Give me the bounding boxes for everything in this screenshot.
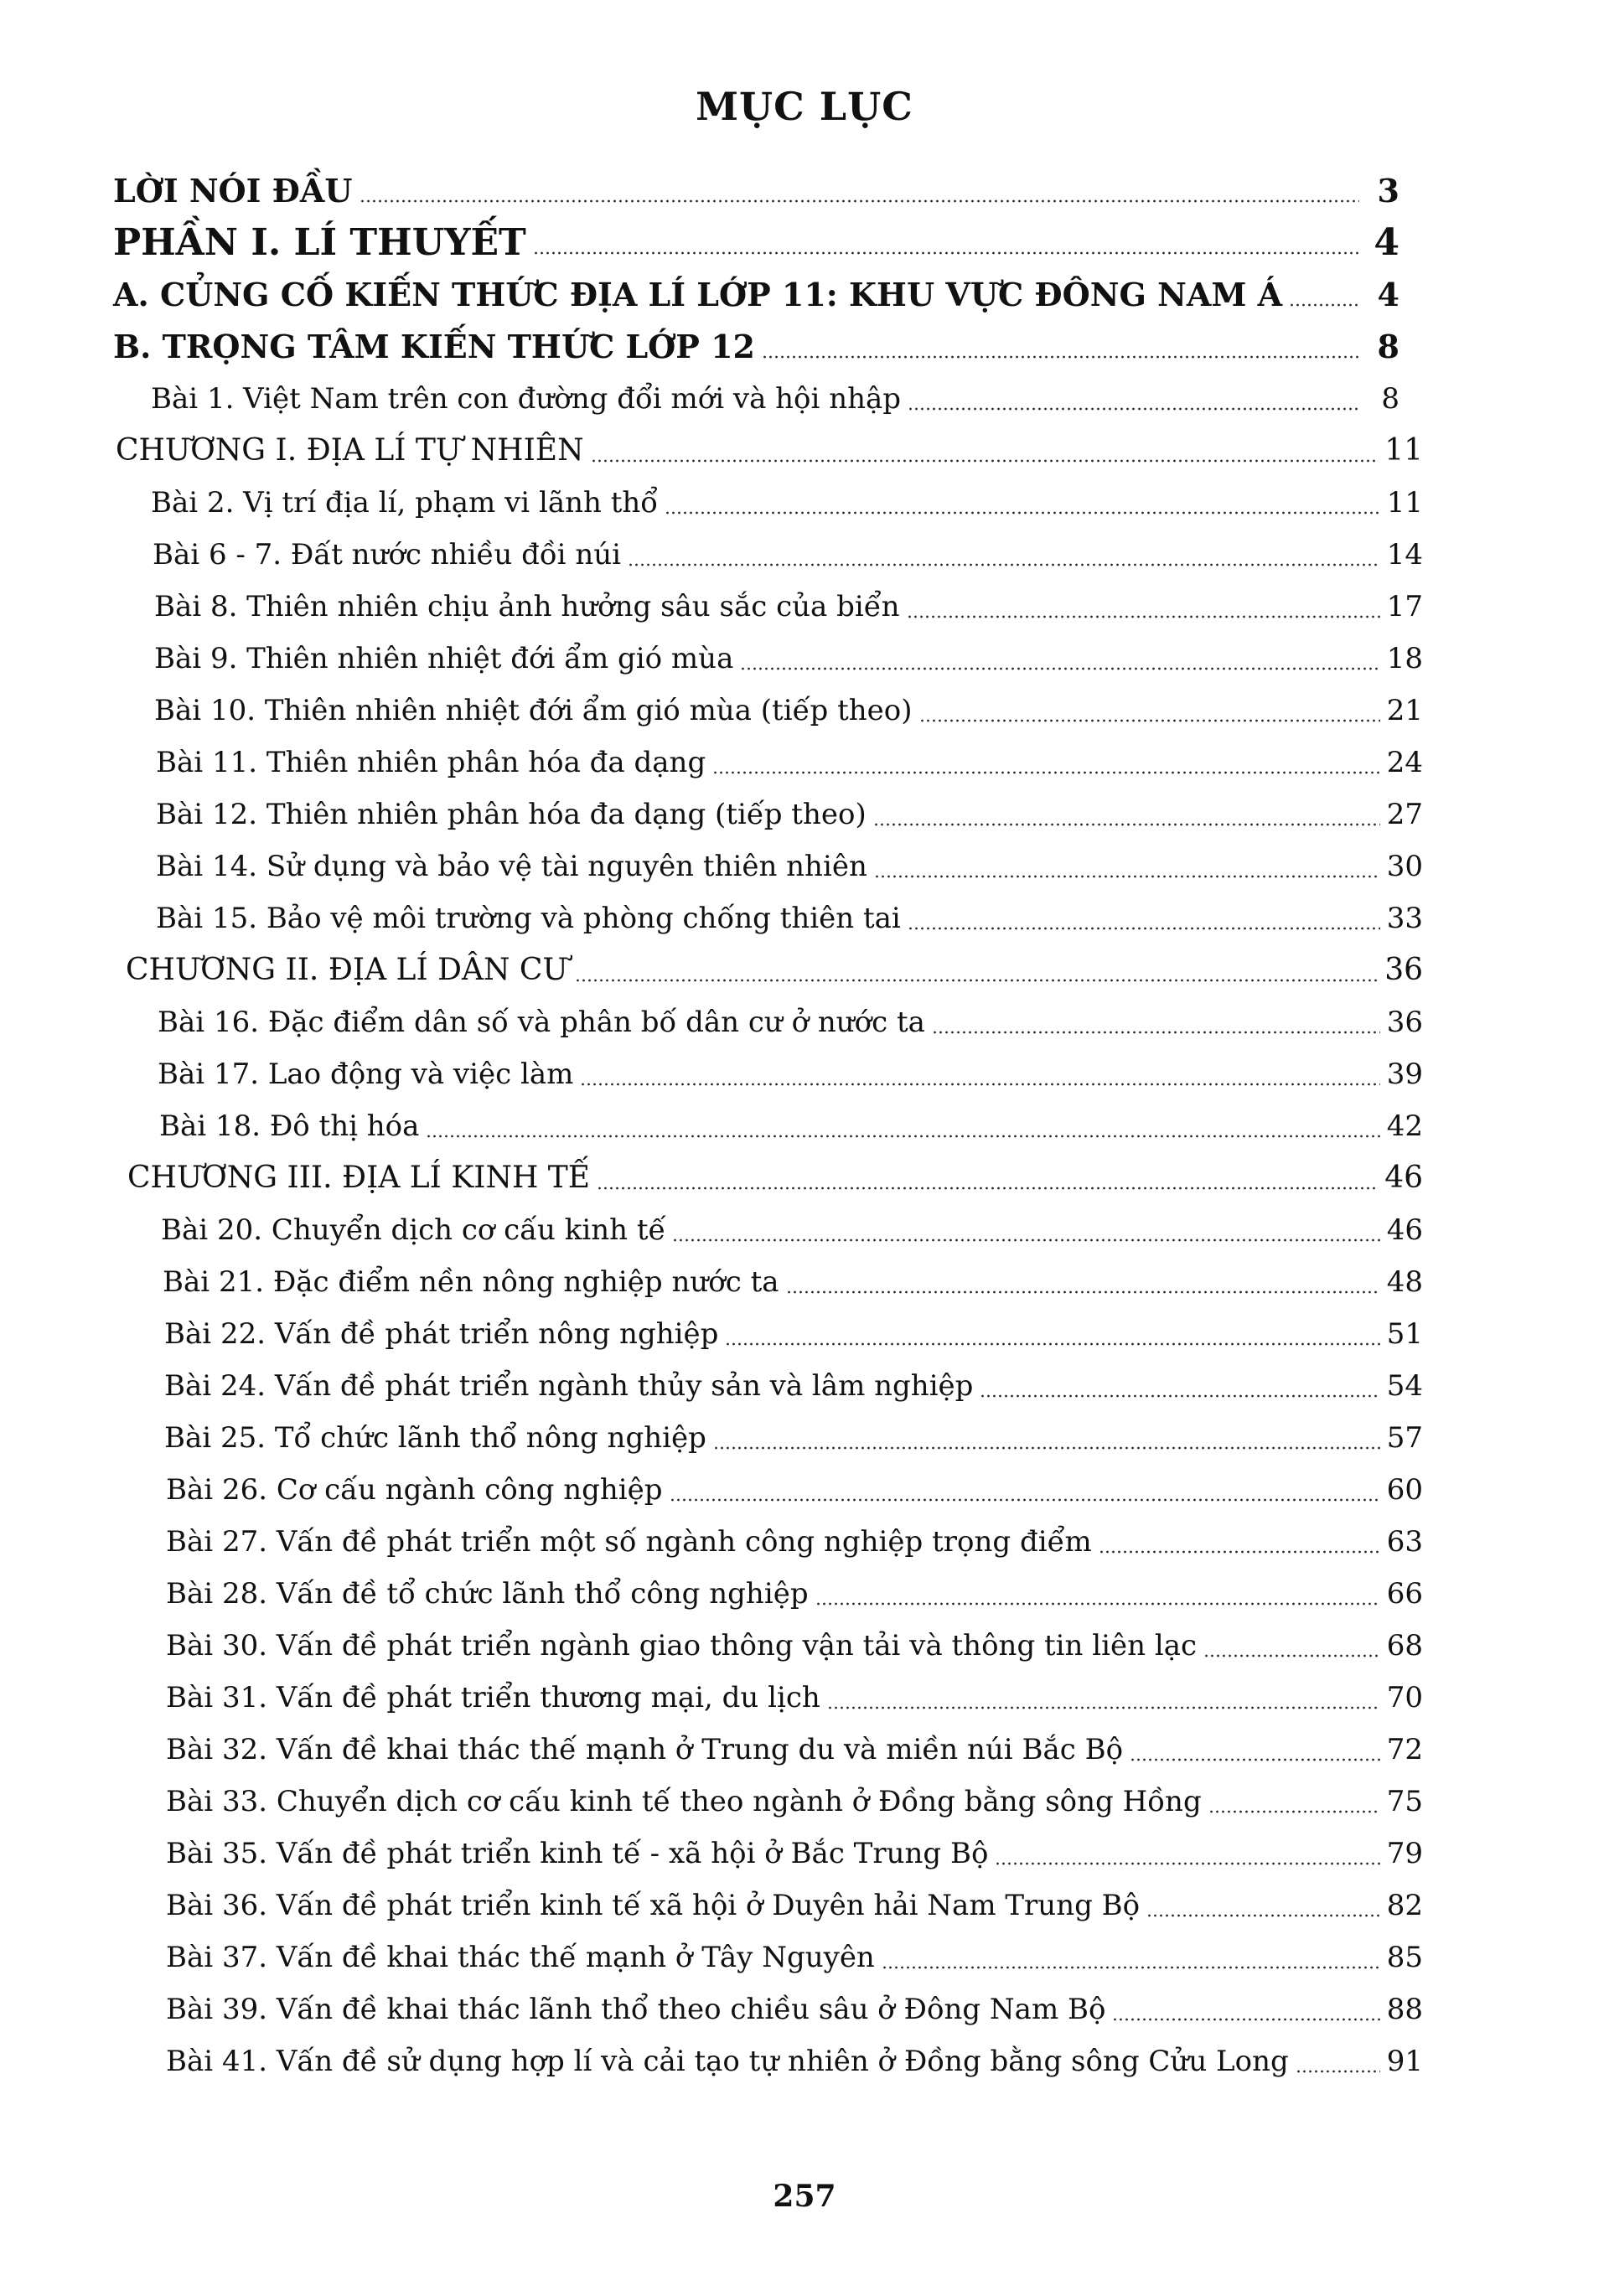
- toc-entry-title: Bài 10. Thiên nhiên nhiệt đới ẩm gió mùa (tiếp theo): [154, 694, 913, 727]
- toc-entry[interactable]: [166, 1882, 1423, 1929]
- dot-leader: [980, 1394, 1379, 1398]
- toc-entry-page: 51: [1386, 1317, 1423, 1351]
- toc-entry-title: CHƯƠNG I. ĐỊA LÍ TỰ NHIÊN: [116, 433, 584, 468]
- toc-entry-page: 33: [1386, 902, 1423, 935]
- toc-entry-page: 4: [1377, 276, 1399, 313]
- toc-entry-title: Bài 9. Thiên nhiên nhiệt đới ẩm gió mùa: [154, 642, 734, 675]
- toc-entry-title: Bài 1. Việt Nam trên con đường đổi mới và hội nhập: [151, 382, 902, 416]
- dot-leader: [873, 823, 1380, 826]
- toc-entry[interactable]: [166, 1570, 1423, 1617]
- toc-entry-page: 27: [1386, 798, 1423, 831]
- toc-entry[interactable]: [163, 1259, 1423, 1306]
- toc-entry-title: Bài 11. Thiên nhiên phân hóa đa dạng: [156, 746, 706, 779]
- dot-leader: [1099, 1550, 1380, 1554]
- page-number: 257: [773, 2179, 836, 2214]
- toc-entry-page: 82: [1386, 1889, 1423, 1922]
- toc-entry[interactable]: [126, 947, 1423, 994]
- toc-entry-title: Bài 6 - 7. Đất nước nhiều đồi núi: [153, 538, 621, 571]
- toc-entry-title: Bài 21. Đặc điểm nền nông nghiệp nước ta: [163, 1265, 779, 1299]
- toc-entry-title: Bài 32. Vấn đề khai thác thế mạnh ở Trung du và miền núi Bắc Bộ: [166, 1733, 1124, 1766]
- toc-entry[interactable]: [166, 1830, 1423, 1877]
- dot-leader: [1130, 1758, 1380, 1761]
- toc-entry-title: Bài 27. Vấn đề phát triển một số ngành công nghiệp trọng điểm: [166, 1525, 1092, 1559]
- toc-entry-page: 11: [1386, 486, 1423, 520]
- toc-entry[interactable]: [166, 1986, 1423, 2033]
- toc-entry[interactable]: [154, 583, 1423, 630]
- toc-entry-page: 14: [1386, 538, 1423, 571]
- dot-leader: [740, 667, 1379, 670]
- toc-entry-page: 36: [1384, 953, 1423, 987]
- toc-entry[interactable]: [127, 1155, 1423, 1202]
- dot-leader: [725, 1342, 1379, 1346]
- toc-entry[interactable]: [166, 1466, 1423, 1513]
- toc-entry-page: 8: [1377, 328, 1399, 365]
- toc-entry[interactable]: [164, 1311, 1423, 1357]
- toc-entry-page: 21: [1386, 694, 1423, 727]
- toc-entry-title: PHẦN I. LÍ THUYẾT: [113, 221, 526, 264]
- toc-entry-page: 66: [1386, 1577, 1423, 1611]
- dot-leader: [712, 771, 1380, 774]
- toc-entry[interactable]: [166, 1518, 1423, 1565]
- toc-entry-title: Bài 24. Vấn đề phát triển ngành thủy sản và lâm nghiệp: [164, 1369, 974, 1403]
- dot-leader: [882, 1966, 1380, 1969]
- toc-entry[interactable]: [113, 323, 1399, 370]
- dot-leader: [1112, 2018, 1379, 2021]
- toc-entry-page: 68: [1386, 1629, 1423, 1663]
- toc-entry-title: B. TRỌNG TÂM KIẾN THỨC LỚP 12: [113, 328, 755, 365]
- toc-entry-title: Bài 22. Vấn đề phát triển nông nghiệp: [164, 1317, 719, 1351]
- toc-entry-page: 8: [1381, 382, 1399, 416]
- dot-leader: [360, 199, 1359, 203]
- toc-entry-page: 39: [1386, 1058, 1423, 1091]
- dot-leader: [1203, 1654, 1380, 1657]
- dot-leader: [762, 355, 1359, 359]
- toc-entry-title: Bài 14. Sử dụng và bảo vệ tài nguyên thiên nhiên: [156, 850, 867, 883]
- toc-entry-title: Bài 35. Vấn đề phát triển kinh tế - xã hội ở Bắc Trung Bộ: [166, 1837, 989, 1870]
- toc-entry-title: Bài 30. Vấn đề phát triển ngành giao thông vận tải và thông tin liên lạc: [166, 1629, 1198, 1663]
- toc-entry-page: 63: [1386, 1525, 1423, 1559]
- dot-leader: [628, 563, 1380, 566]
- table-of-contents: [0, 159, 1609, 2170]
- dot-leader: [874, 875, 1380, 878]
- toc-entry[interactable]: [113, 220, 1399, 266]
- toc-entry-title: CHƯƠNG II. ĐỊA LÍ DÂN CƯ: [126, 953, 568, 987]
- toc-entry-page: 72: [1386, 1733, 1423, 1766]
- toc-entry[interactable]: [164, 1363, 1423, 1409]
- toc-entry-page: 75: [1386, 1785, 1423, 1818]
- dot-leader: [665, 511, 1380, 515]
- dot-leader: [908, 407, 1359, 411]
- toc-entry-page: 42: [1386, 1109, 1423, 1143]
- dot-leader: [1289, 303, 1359, 307]
- toc-entry-page: 36: [1386, 1006, 1423, 1039]
- toc-entry[interactable]: [166, 1934, 1423, 1981]
- toc-entry-title: Bài 12. Thiên nhiên phân hóa đa dạng (tiếp theo): [156, 798, 867, 831]
- toc-entry-page: 30: [1386, 850, 1423, 883]
- toc-entry-title: Bài 39. Vấn đề khai thác lãnh thổ theo chiều sâu ở Đông Nam Bộ: [166, 1993, 1106, 2026]
- toc-entry-page: 46: [1384, 1161, 1423, 1195]
- toc-entry-title: Bài 28. Vấn đề tổ chức lãnh thổ công nghiệp: [166, 1577, 809, 1611]
- toc-entry[interactable]: [151, 479, 1423, 526]
- toc-entry[interactable]: [116, 427, 1423, 474]
- dot-leader: [533, 251, 1359, 255]
- toc-entry-title: A. CỦNG CỐ KIẾN THỨC ĐỊA LÍ LỚP 11: KHU VỰC ĐÔNG NAM Á: [113, 276, 1283, 313]
- dot-leader: [932, 1031, 1380, 1034]
- toc-entry-title: CHƯƠNG III. ĐỊA LÍ KINH TẾ: [127, 1161, 591, 1195]
- dot-leader: [426, 1135, 1379, 1138]
- dot-leader: [919, 719, 1380, 722]
- dot-leader: [995, 1862, 1379, 1865]
- toc-entry-page: 79: [1386, 1837, 1423, 1870]
- toc-entry-title: Bài 31. Vấn đề phát triển thương mại, du lịch: [166, 1681, 820, 1714]
- page-title: MỤC LỤC: [696, 84, 913, 129]
- dot-leader: [670, 1498, 1380, 1502]
- toc-entry[interactable]: [161, 1207, 1423, 1254]
- toc-entry[interactable]: [113, 271, 1399, 318]
- toc-entry-title: Bài 17. Lao động và việc làm: [158, 1058, 574, 1091]
- toc-entry[interactable]: [113, 168, 1399, 215]
- toc-entry-title: Bài 25. Tổ chức lãnh thổ nông nghiệp: [164, 1421, 706, 1455]
- toc-entry-page: 3: [1377, 172, 1399, 209]
- toc-entry-title: Bài 37. Vấn đề khai thác thế mạnh ở Tây Nguyên: [166, 1941, 875, 1974]
- toc-entry-page: 4: [1374, 221, 1399, 264]
- toc-entry-page: 85: [1386, 1941, 1423, 1974]
- toc-entry-title: Bài 15. Bảo vệ môi trường và phòng chống thiên tai: [156, 902, 901, 935]
- dot-leader: [575, 979, 1378, 982]
- dot-leader: [786, 1290, 1380, 1294]
- toc-entry-title: Bài 18. Đô thị hóa: [159, 1109, 420, 1143]
- toc-entry-title: Bài 26. Cơ cấu ngành công nghiệp: [166, 1473, 663, 1507]
- toc-entry[interactable]: [164, 1414, 1423, 1461]
- toc-entry[interactable]: [156, 739, 1423, 786]
- dot-leader: [827, 1706, 1380, 1709]
- dot-leader: [672, 1238, 1379, 1242]
- toc-entry[interactable]: [156, 791, 1423, 838]
- dot-leader: [597, 1187, 1378, 1190]
- toc-entry-title: Bài 20. Chuyển dịch cơ cấu kinh tế: [161, 1213, 666, 1247]
- toc-entry[interactable]: [154, 687, 1423, 734]
- toc-entry-page: 18: [1386, 642, 1423, 675]
- dot-leader: [815, 1602, 1380, 1606]
- toc-entry-page: 24: [1386, 746, 1423, 779]
- dot-leader: [591, 459, 1379, 463]
- toc-entry-page: 91: [1386, 2045, 1423, 2078]
- toc-entry-page: 88: [1386, 1993, 1423, 2026]
- toc-entry-title: Bài 2. Vị trí địa lí, phạm vi lãnh thổ: [151, 486, 659, 520]
- toc-entry[interactable]: [166, 1622, 1423, 1669]
- toc-entry-page: 57: [1386, 1421, 1423, 1455]
- toc-entry[interactable]: [159, 1103, 1423, 1150]
- dot-leader: [1296, 2070, 1380, 2073]
- toc-entry-title: Bài 36. Vấn đề phát triển kinh tế xã hội ở Duyên hải Nam Trung Bộ: [166, 1889, 1141, 1922]
- toc-entry-page: 54: [1386, 1369, 1423, 1403]
- toc-entry-page: 46: [1386, 1213, 1423, 1247]
- dot-leader: [580, 1083, 1379, 1086]
- toc-entry[interactable]: [166, 2038, 1423, 2085]
- toc-entry-title: Bài 16. Đặc điểm dân số và phân bố dân cư ở nước ta: [158, 1006, 925, 1039]
- toc-entry-page: 60: [1386, 1473, 1423, 1507]
- toc-entry-title: Bài 41. Vấn đề sử dụng hợp lí và cải tạo tự nhiên ở Đồng bằng sông Cửu Long: [166, 2045, 1289, 2078]
- toc-entry-page: 11: [1384, 433, 1423, 468]
- toc-entry-title: Bài 33. Chuyển dịch cơ cấu kinh tế theo ngành ở Đồng bằng sông Hồng: [166, 1785, 1202, 1818]
- toc-entry[interactable]: [166, 1674, 1423, 1721]
- toc-entry[interactable]: [153, 531, 1423, 578]
- dot-leader: [1208, 1810, 1380, 1813]
- toc-entry[interactable]: [156, 895, 1423, 942]
- toc-entry-title: Bài 8. Thiên nhiên chịu ảnh hưởng sâu sắc của biển: [154, 590, 900, 623]
- toc-entry[interactable]: [158, 999, 1423, 1046]
- toc-entry[interactable]: [166, 1778, 1423, 1825]
- dot-leader: [908, 927, 1380, 930]
- toc-entry[interactable]: [154, 635, 1423, 682]
- toc-entry[interactable]: [156, 843, 1423, 890]
- toc-entry-title: LỜI NÓI ĐẦU: [113, 172, 353, 209]
- toc-entry[interactable]: [151, 375, 1399, 422]
- toc-entry-page: 17: [1386, 590, 1423, 623]
- toc-entry-page: 70: [1386, 1681, 1423, 1714]
- toc-entry[interactable]: [166, 1726, 1423, 1773]
- toc-entry-page: 48: [1386, 1265, 1423, 1299]
- dot-leader: [1146, 1914, 1380, 1917]
- dot-leader: [907, 615, 1380, 618]
- toc-entry[interactable]: [158, 1051, 1423, 1098]
- dot-leader: [713, 1446, 1380, 1450]
